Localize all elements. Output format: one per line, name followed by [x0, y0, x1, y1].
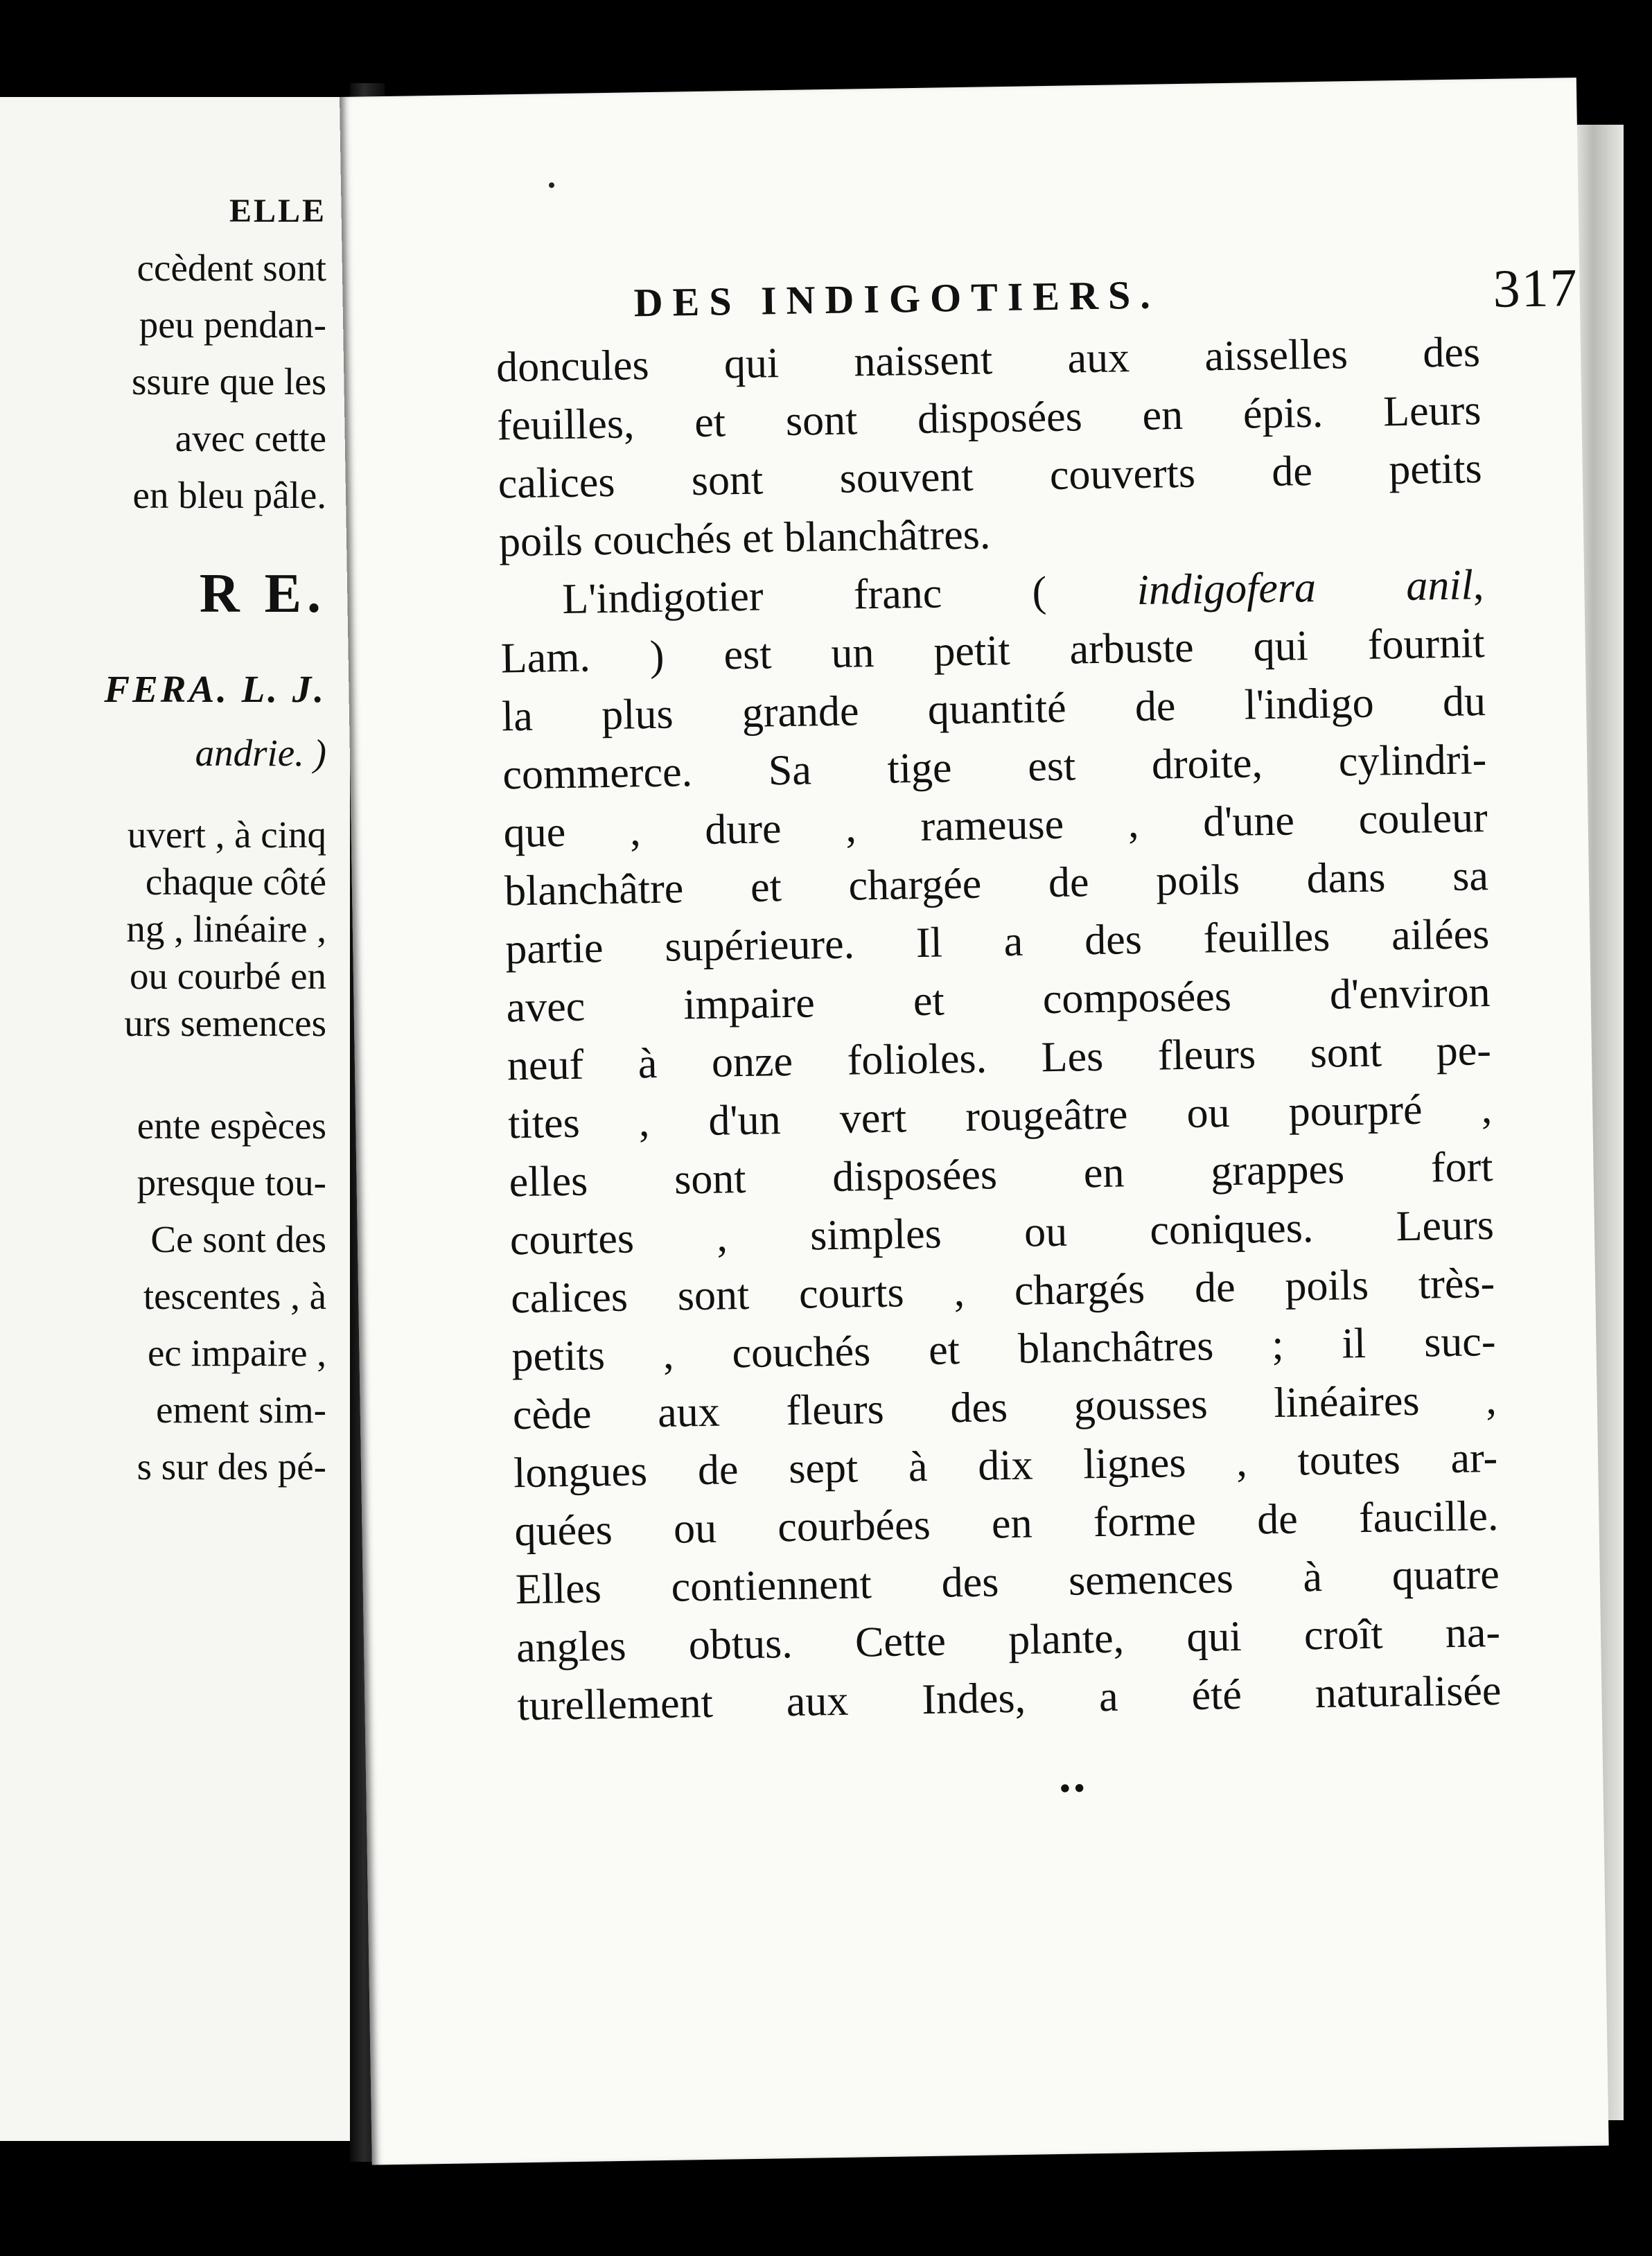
left-page-line: peu pendan-: [139, 303, 326, 346]
body-text-line: que , dure , rameuse , d'une couleur: [503, 794, 1488, 857]
left-page-line: en bleu pâle.: [132, 474, 326, 516]
body-text-line: doncules qui naissent aux aisselles des: [495, 328, 1481, 391]
left-page-line: s sur des pé-: [137, 1445, 326, 1488]
body-text-line: cède aux fleurs des gousses linéaires ,: [512, 1376, 1497, 1439]
left-page-line: ec impaire ,: [147, 1332, 326, 1374]
left-page-line: ssure que les: [131, 360, 326, 403]
body-text-line: partie supérieure. Il a des feuilles ailées: [504, 910, 1490, 973]
left-page-line: R E.: [199, 563, 326, 624]
body-text-line: blanchâtre et chargée de poils dans sa: [504, 852, 1489, 915]
body-text-line: avec impaire et composées d'environ: [506, 969, 1491, 1032]
body-text-line: quées ou courbées en forme de faucille.: [514, 1492, 1499, 1556]
body-text-line: Lam. ) est un petit arbuste qui fournit: [500, 619, 1486, 682]
left-page-line: ng , linéaire ,: [126, 908, 326, 950]
page-number: 317: [1492, 256, 1579, 319]
body-text-line: petits , couchés et blanchâtres ; il suc-: [511, 1318, 1496, 1381]
body-text-line: elles sont disposées en grappes fort: [509, 1143, 1493, 1206]
print-speck: [549, 182, 554, 188]
body-text-line: longues de sept à dix lignes , toutes ar-: [513, 1434, 1498, 1497]
body-text-line: turellement aux Indes, a été naturalisée: [516, 1666, 1502, 1730]
body-text-line: angles obtus. Cette plante, qui croît na-: [516, 1608, 1501, 1672]
body-text-line: tites , d'un vert rougeâtre ou pourpré ,: [507, 1085, 1493, 1148]
body-text-line: calices sont souvent couverts de petits: [498, 445, 1483, 508]
body-text-line: courtes , simples ou coniques. Leurs: [509, 1201, 1495, 1264]
body-text-line: poils couchés et blanchâtres.: [498, 511, 991, 566]
left-page-line: presque tou-: [137, 1161, 326, 1204]
body-text-line: commerce. Sa tige est droite, cylindri-: [502, 736, 1487, 799]
left-page-line: ccèdent sont: [137, 247, 326, 289]
left-page-line: ement sim-: [156, 1389, 326, 1431]
body-text-line: neuf à onze folioles. Les fleurs sont pe-: [507, 1027, 1492, 1090]
left-page-line: Ce sont des: [150, 1218, 326, 1260]
body-text-line: calices sont courts , chargés de poils très-: [510, 1260, 1495, 1323]
left-page: [0, 97, 354, 2141]
left-page-line: ente espèces: [137, 1104, 326, 1147]
left-page-line: tescentes , à: [143, 1275, 326, 1317]
left-page-line: uvert , à cinq: [127, 813, 326, 856]
body-text-line: Elles contiennent des semences à quatre: [515, 1550, 1500, 1614]
left-page-line: ou courbé en: [129, 955, 326, 997]
latin-name: indigofera anil: [1136, 561, 1474, 615]
signature-mark: ••: [1059, 1770, 1089, 1807]
left-page-line: FERA. L. J.: [104, 668, 326, 710]
body-text: [496, 323, 1502, 1735]
body-text-line: feuilles, et sont disposées en épis. Leurs: [496, 387, 1482, 450]
left-page-line: ELLE: [229, 193, 326, 229]
text-segment: L'indigotier franc (: [561, 567, 1138, 624]
running-head: DES INDIGOTIERS.: [633, 272, 1161, 326]
text-segment: ,: [1473, 561, 1484, 609]
left-page-line: andrie. ): [195, 732, 326, 774]
body-text-line: la plus grande quantité de l'indigo du: [501, 678, 1486, 741]
left-page-line: avec cette: [175, 417, 326, 459]
left-page-line: chaque côté: [145, 861, 326, 903]
right-page: [340, 78, 1609, 2165]
left-page-line: urs semences: [124, 1002, 326, 1044]
